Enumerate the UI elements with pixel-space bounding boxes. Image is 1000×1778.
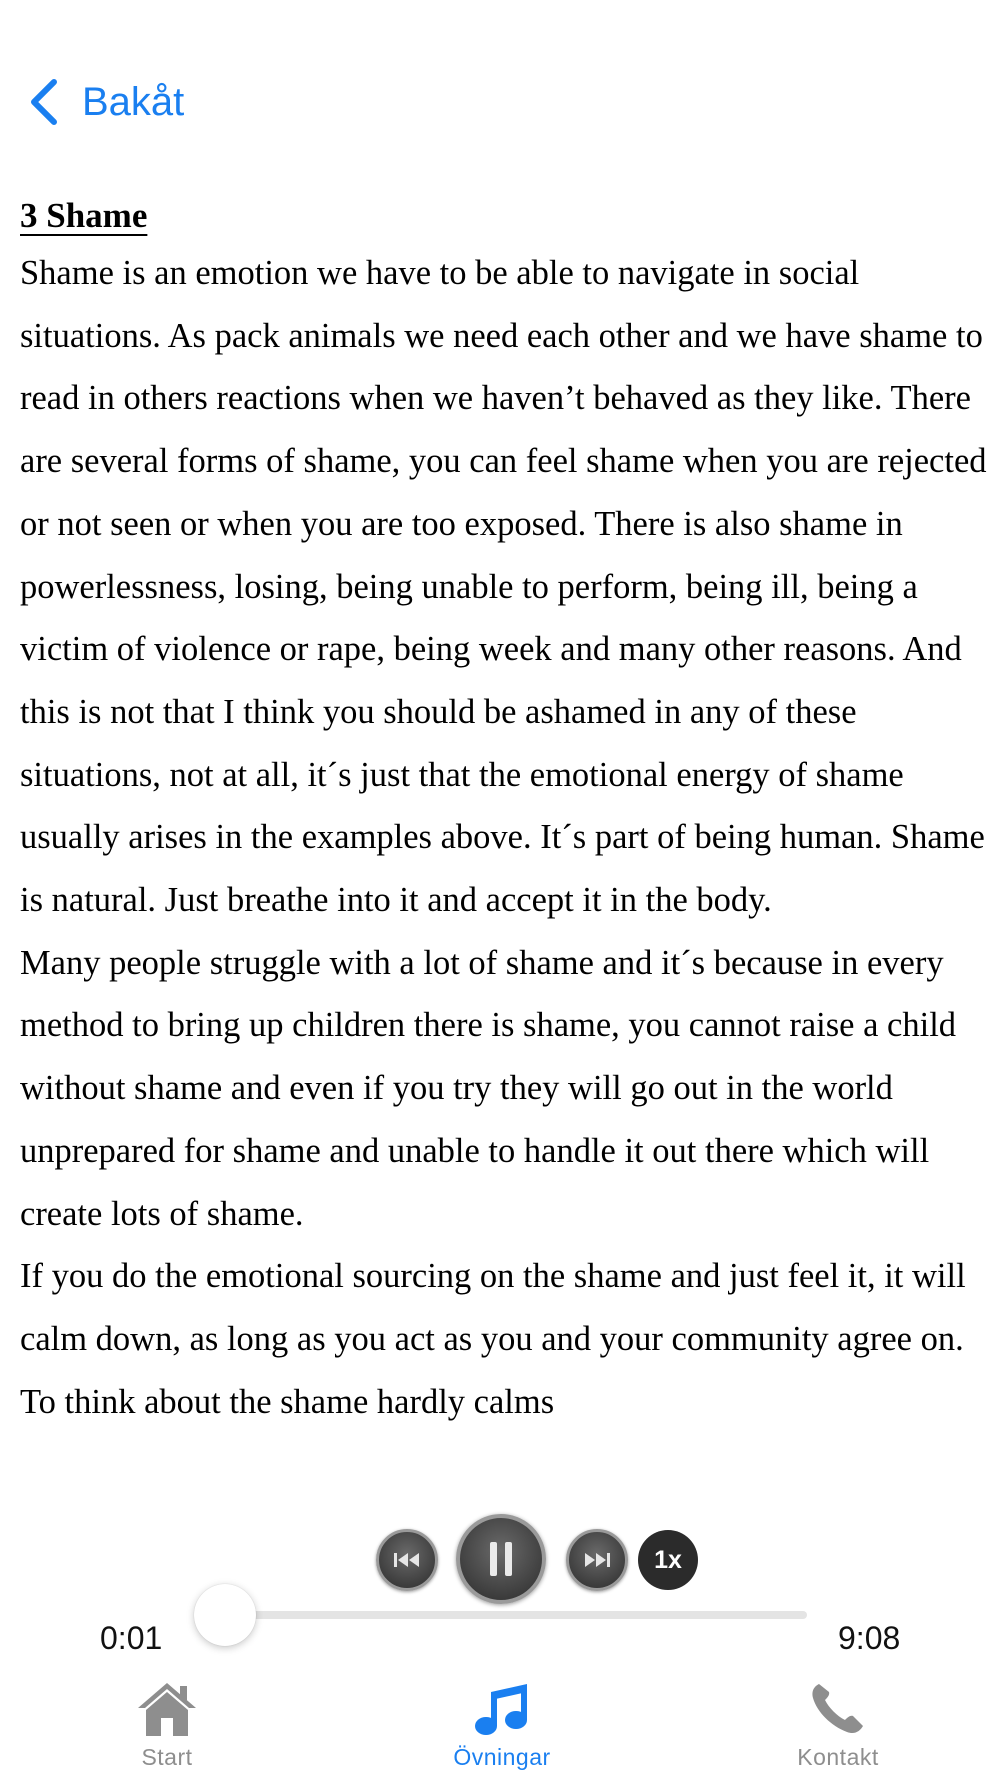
tab-kontakt[interactable]: [738, 1680, 938, 1778]
tab-label: Kontakt: [797, 1744, 879, 1770]
tab-ovningar[interactable]: [402, 1680, 602, 1778]
phone-icon: [807, 1680, 869, 1738]
back-button[interactable]: [28, 72, 184, 132]
playback-speed-button[interactable]: 1x: [638, 1530, 698, 1590]
audio-player: [0, 1500, 1000, 1670]
back-label: Bakåt: [82, 80, 185, 124]
tab-bar: [0, 1680, 1000, 1778]
skip-back-icon: [392, 1550, 422, 1570]
elapsed-time: 0:01: [100, 1620, 163, 1656]
article-paragraph: Shame is an emotion we have to be able to navigate in social situations. As pack animals we need each other and we have shame to read in others reactions when we haven’t behaved as they like. There are several forms of shame, you can feel shame when you are rejected or not seen or when you are too exposed. There is also shame in powerlessness, losing, being unable to perform, being ill, being a victim of violence or rape, being week and many other reasons. And this is not that I think you should be ashamed in any of these situations, not at all, it´s just that the emotional energy of shame usually arises in the examples above. It´s part of being human. Shame is natural. Just breathe into it and accept it in the body.: [20, 254, 987, 920]
article-title: 3 Shame: [20, 196, 148, 235]
play-pause-button[interactable]: [456, 1514, 546, 1604]
article-content[interactable]: [20, 190, 995, 1472]
tab-label: Övningar: [453, 1744, 551, 1770]
total-time: 9:08: [838, 1620, 901, 1656]
pause-icon: [486, 1540, 516, 1578]
home-icon: [136, 1680, 198, 1738]
next-button[interactable]: [566, 1529, 628, 1591]
tab-label: Start: [141, 1744, 193, 1770]
skip-forward-icon: [582, 1550, 612, 1570]
progress-thumb[interactable]: [194, 1584, 256, 1646]
progress-track[interactable]: [225, 1611, 807, 1619]
chevron-left-icon: [28, 78, 62, 126]
previous-button[interactable]: [376, 1529, 438, 1591]
tab-start[interactable]: [67, 1680, 267, 1778]
article-paragraph: Many people struggle with a lot of shame and it´s because in every method to bring up children there is shame, you cannot raise a child without shame and even if you try they will go out in the world unprepared for shame and unable to handle it out there which will create lots of shame.: [20, 943, 957, 1233]
article-paragraph: If you do the emotional sourcing on the shame and just feel it, it will calm down, as long as you act as you and your community agree on. To think about the shame hardly calms: [20, 1257, 966, 1421]
music-note-icon: [471, 1680, 533, 1738]
